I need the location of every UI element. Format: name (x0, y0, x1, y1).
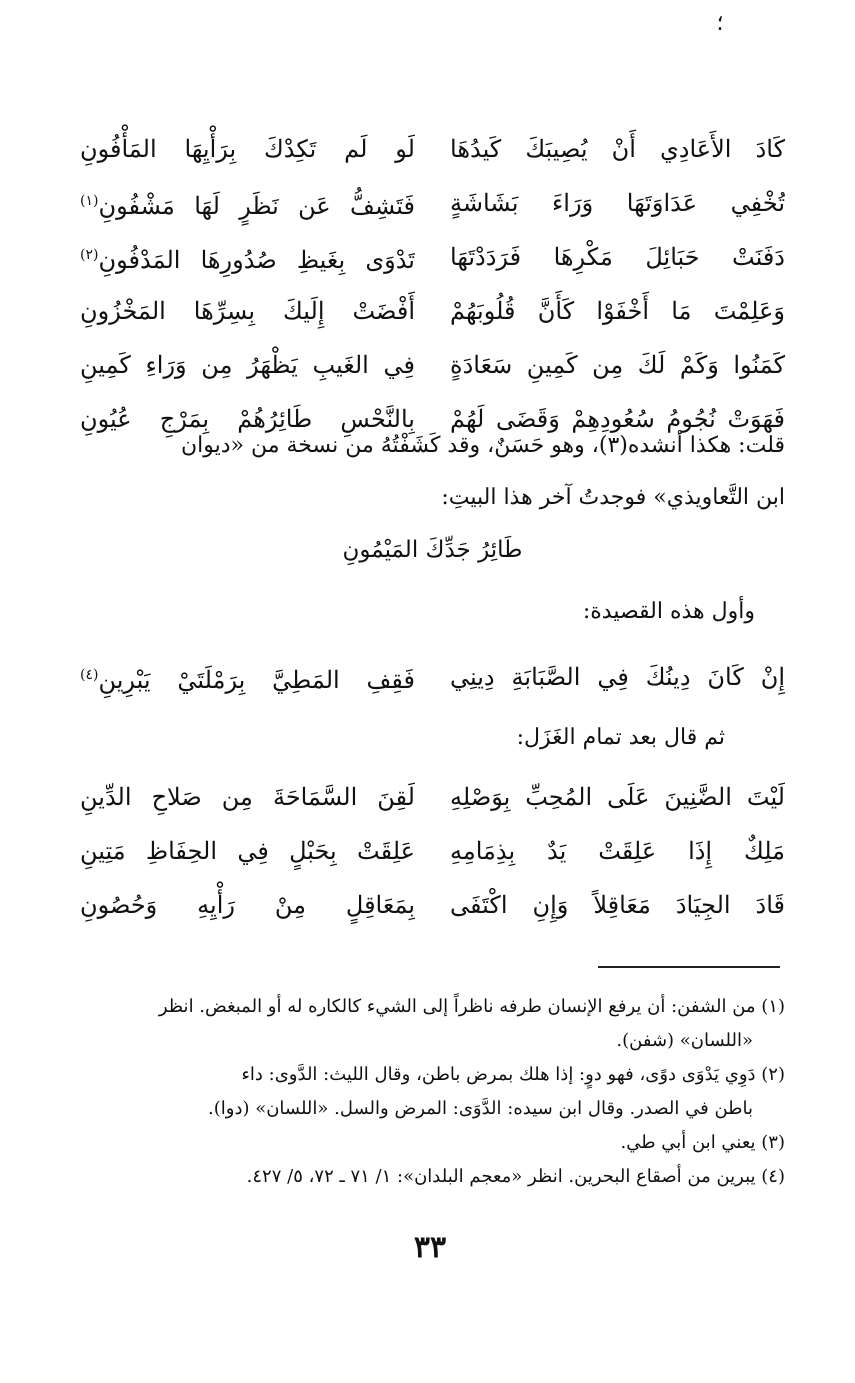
transition-line (80, 712, 785, 764)
verse-left-text: بِمَعَاقِلٍ مِنْ رَأْيِهِ وَحُصُونِ (80, 891, 415, 919)
verse-left-hemistich (80, 338, 415, 392)
footnotes (80, 990, 785, 1194)
verse-left-hemistich (80, 648, 415, 707)
verse-left-hemistich (80, 228, 415, 287)
footnote-3: (٣) يعني ابن أبي طي. (620, 1132, 785, 1153)
transition-text: ثم قال بعد تمام الغَزَل: (516, 725, 725, 750)
verse-row (80, 878, 785, 932)
poem-1 (80, 122, 785, 446)
footnote-2-line-2: باطن في الصدر. وقال ابن سيده: الدَّوَى: المرض والسل. «اللسان» (دوا). (208, 1098, 753, 1119)
verse-left-hemistich (80, 284, 415, 338)
footnote-ref: (١) (80, 192, 99, 209)
verse-left-hemistich (80, 824, 415, 878)
verse-row (80, 122, 785, 176)
verse-left-text: فَتَشِفُّ عَن نَظَرٍ لَهَا مَشْفُونِ (98, 191, 415, 220)
intro-line (80, 586, 785, 638)
verse-left-text: أَفْضَتْ إِلَيكَ بِسِرِّهَا المَخْزُونِ (80, 297, 415, 325)
verse-left-text: لَقِنَ السَّمَاحَةَ مِن صَلاحِ الدِّينِ (80, 783, 415, 811)
page-number: ٣٣ (413, 1230, 447, 1265)
verse-left-hemistich (80, 878, 415, 932)
verse-left-hemistich (80, 174, 415, 233)
footnote-2-line-1: (٢) دَوِي يَدْوَى دوًى، فهو دوٍ: إذا هلك بمرض باطن، وقال الليث: الدَّوى: داء (241, 1064, 785, 1085)
verse-row (80, 284, 785, 338)
verse-right-hemistich: دَفَنَتْ حَبَائِلَ مَكْرِهَا فَرَدَدْتَهَا (450, 243, 785, 271)
verse-row (80, 824, 785, 878)
commentary-line: ابن التَّعاويذي» فوجدتُ آخر هذا البيتِ: (441, 485, 785, 510)
verse-left-hemistich (80, 770, 415, 824)
quoted-phrase: طَائِرُ جَدِّكَ المَيْمُونِ (342, 537, 523, 563)
footnote-1-line-1: (١) من الشفن: أن يرفع الإنسان طرفه ناظراً إلى الشيء كالكاره له أو المبغض. انظر (158, 996, 785, 1017)
opening-verse (80, 650, 785, 704)
verse-row (80, 650, 785, 704)
verse-right-hemistich: تُخْفِي عَدَاوَتَهَا وَرَاءَ بَشَاشَةٍ (450, 189, 785, 217)
commentary-paragraph (80, 420, 785, 524)
verse-right-hemistich: إِنْ كَانَ دِينُكَ فِي الصَّبَابَةِ دِينِي (450, 663, 785, 691)
verse-left-text: عَلِقَتْ بِحَبْلٍ فِي الحِفَاظِ مَتِينِ (80, 837, 415, 865)
verse-right-hemistich: وَعَلِمْتَ مَا أَخْفَوْا كَأَنَّ قُلُوبَهُمْ (450, 297, 785, 325)
verse-row (80, 230, 785, 284)
commentary-line: قلت: هكذا أنشده(٣)، وهو حَسَنٌ، وقد كَشَفْتُهُ من نسخة من «ديوان (180, 433, 785, 458)
verse-row (80, 176, 785, 230)
verse-row (80, 338, 785, 392)
verse-right-hemistich: قَادَ الجِيَادَ مَعَاقِلاً وَإِنِ اكْتَفَى (450, 891, 785, 919)
verse-left-text: فَقِفِ المَطِيَّ بِرَمْلَتَيْ يَبْرِينِ (98, 665, 415, 694)
footnote-divider (598, 966, 780, 968)
verse-left-text: فِي الغَيبِ يَظْهَرُ مِن وَرَاءِ كَمِينِ (80, 351, 415, 379)
verse-left-text: لَو لَم تَكِدْكَ بِرَأْيِهَا المَأْفُونِ (80, 135, 415, 163)
verse-left-text: بِالنَّحْسِ طَائِرُهُمْ بِمَرْجِ عُيُونِ (80, 405, 415, 433)
verse-right-hemistich: مَلِكٌ إِذَا عَلِقَتْ يَدٌ بِذِمَامِهِ (450, 837, 785, 865)
footnote-4: (٤) يبرين من أصقاع البحرين. انظر «معجم البلدان»: ١/ ٧١ ـ ٧٢، ٥/ ٤٢٧. (246, 1166, 785, 1187)
top-mark: ؛ (716, 11, 724, 36)
intro-text: وأول هذه القصيدة: (582, 599, 755, 624)
verse-right-hemistich: فَهَوَتْ نُجُومُ سُعُودِهِمْ وَقَضَى لَهُمْ (450, 405, 785, 433)
poem-2 (80, 770, 785, 932)
verse-right-hemistich: لَيْتَ الضَّنِينَ عَلَى المُحِبِّ بِوَصْلِهِ (450, 783, 785, 811)
verse-row (80, 770, 785, 824)
verse-right-hemistich: كَادَ الأَعَادِي أَنْ يُصِيبَكَ كَيدُهَا (450, 135, 785, 163)
footnote-ref: (٤) (80, 666, 99, 683)
verse-left-hemistich (80, 122, 415, 176)
footnote-1-line-2: «اللسان» (شفن). (616, 1030, 753, 1051)
footnote-ref: (٢) (80, 246, 99, 263)
verse-right-hemistich: كَمَنُوا وَكَمْ لَكَ مِن كَمِينِ سَعَادَةٍ (450, 351, 785, 379)
verse-left-text: تَدْوَى بِغَيظِ صُدُورِهَا المَدْفُونِ (98, 245, 415, 274)
